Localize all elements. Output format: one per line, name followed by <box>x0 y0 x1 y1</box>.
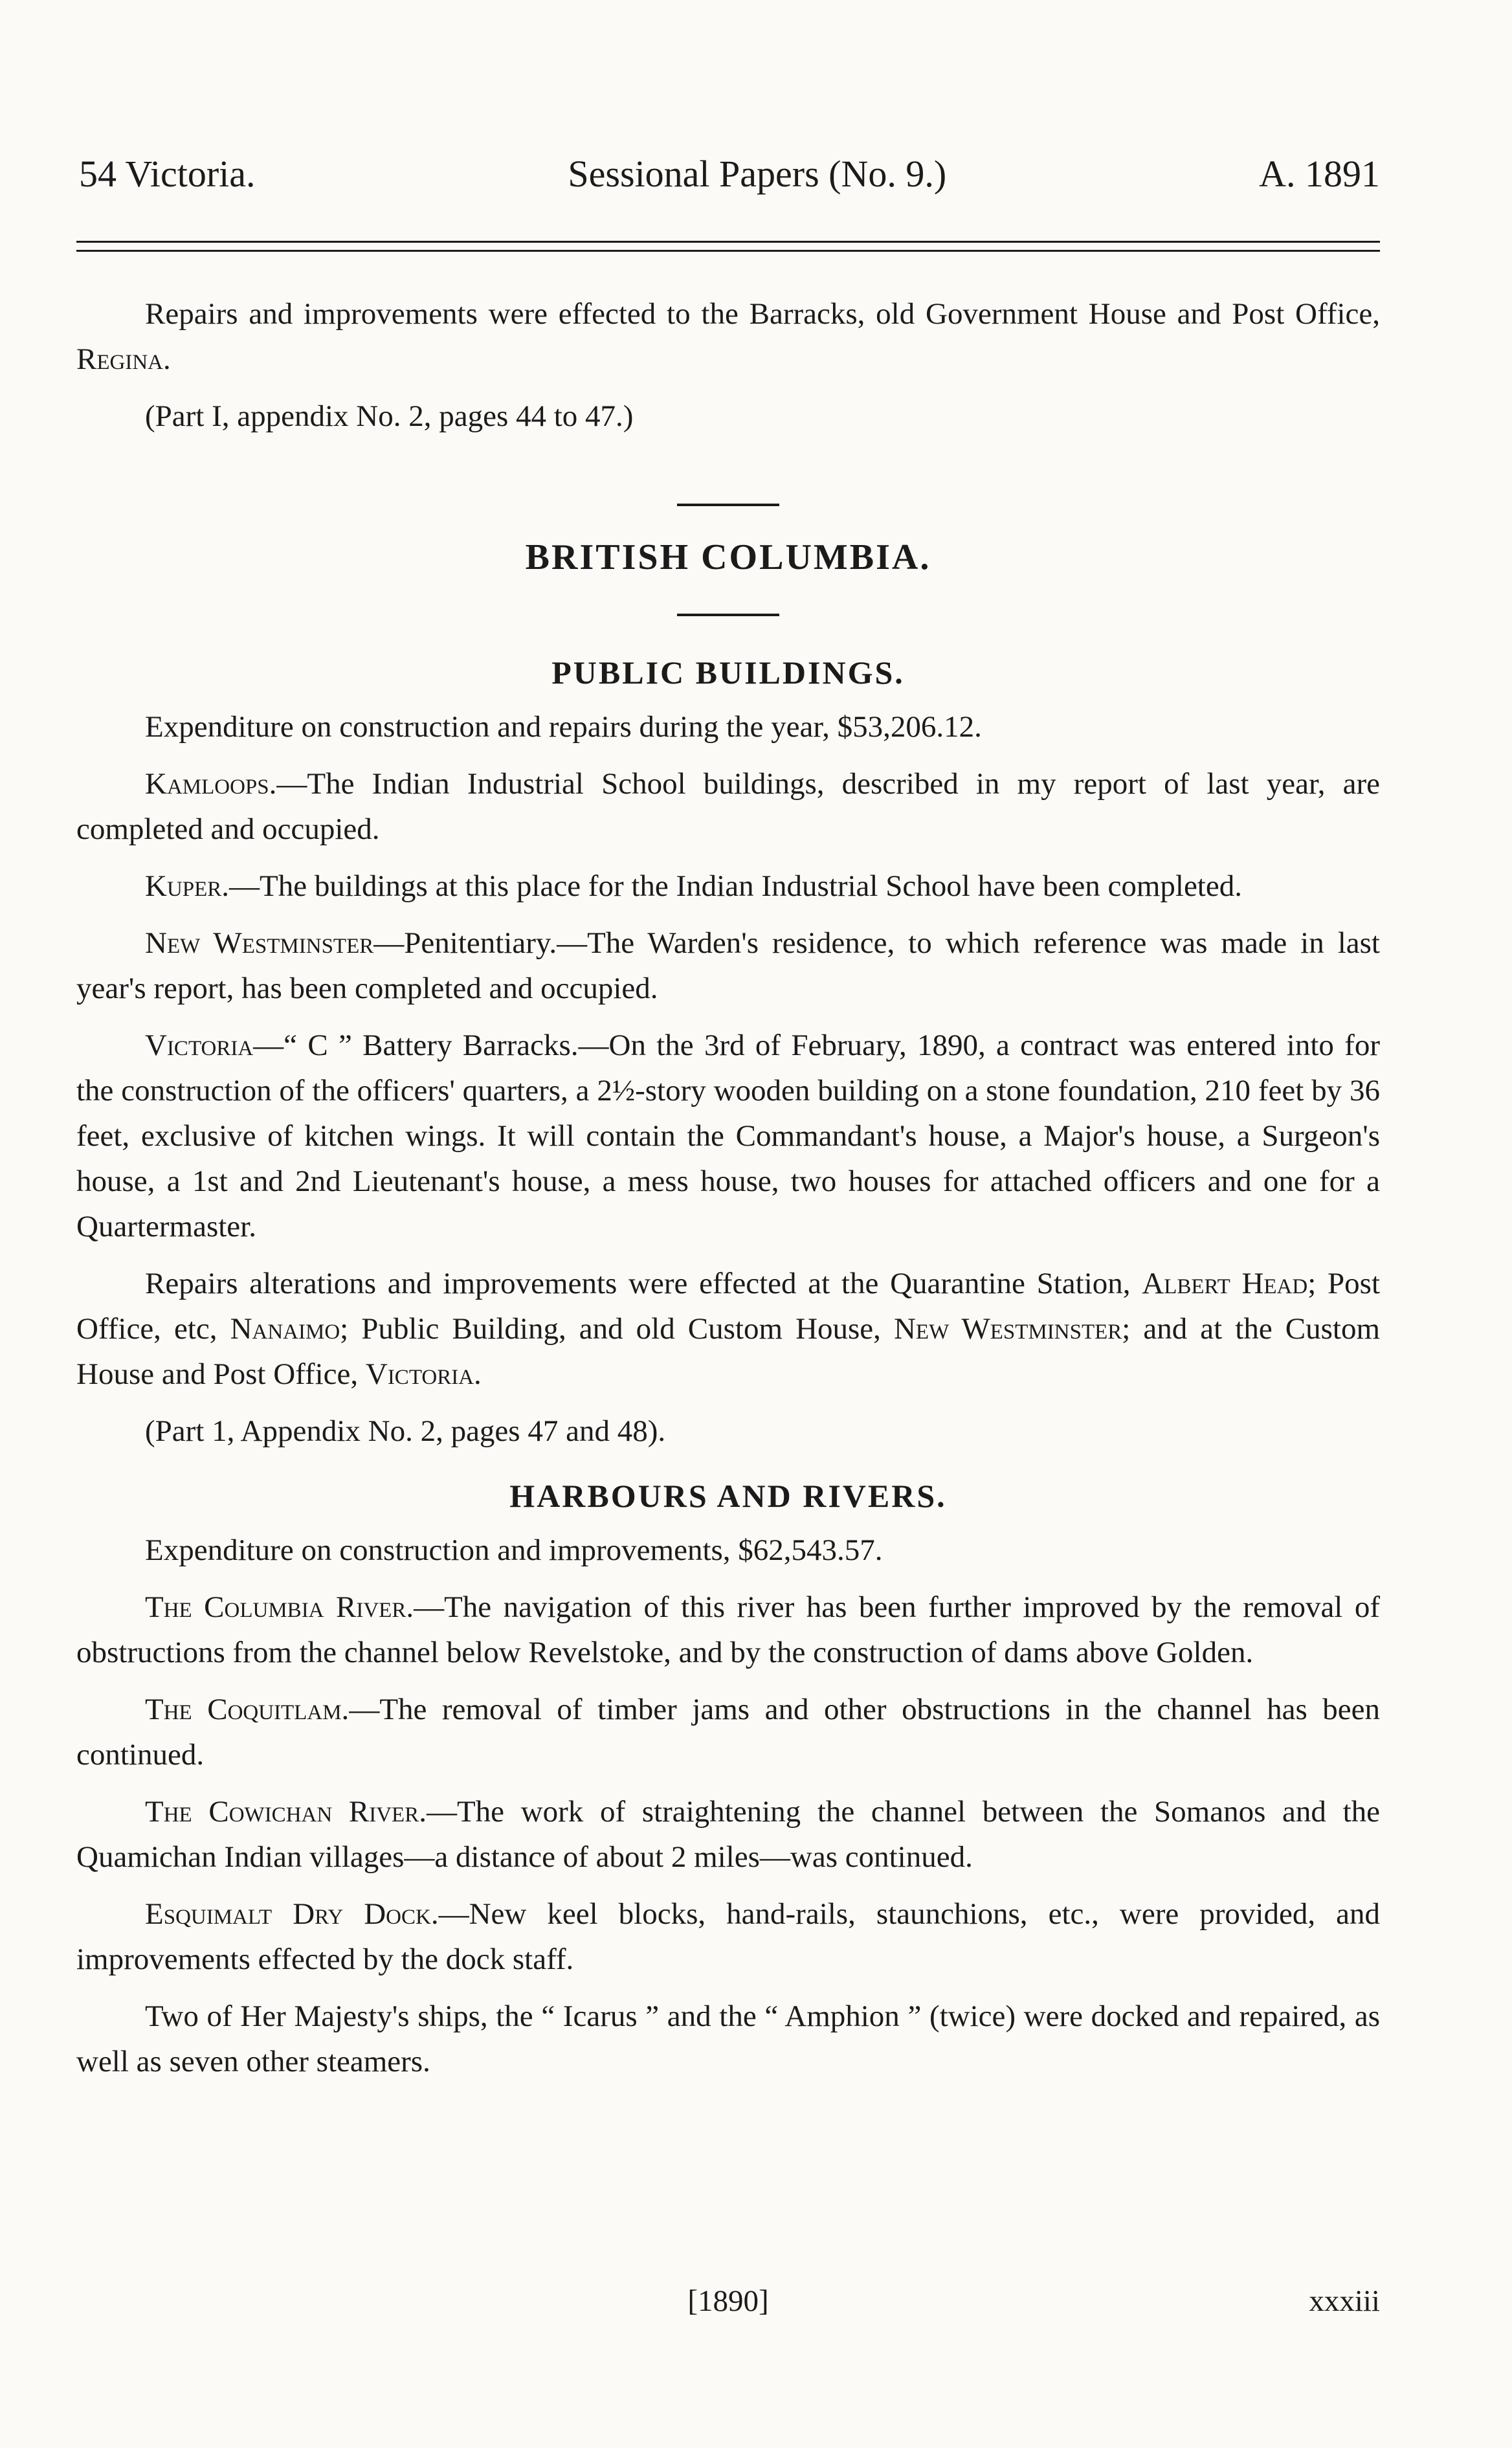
page-number: xxxiii <box>1309 2284 1380 2318</box>
paragraph-text: . <box>474 1357 482 1391</box>
expenditure-paragraph: Expenditure on construction and repairs during the year, $53,206.12. <box>145 710 982 744</box>
cowichan-river-paragraph <box>76 1789 1380 1880</box>
place-name: Kamloops. <box>145 767 277 801</box>
section-title: BRITISH COLUMBIA. <box>525 537 931 577</box>
place-name: New Westminster <box>893 1312 1122 1346</box>
paragraph-text: —New keel blocks, hand-rails, staunchions, etc., were provided, and improvements effected by the dock staff. <box>76 1897 1380 1976</box>
place-name: Esquimalt Dry Dock. <box>145 1897 439 1931</box>
section-rule <box>677 504 779 506</box>
place-name: The Cowichan River. <box>145 1795 427 1829</box>
new-westminster-paragraph <box>76 920 1380 1011</box>
paragraph-text: ; and at the Custom House and Post Office, <box>76 1312 1380 1391</box>
paragraph-text: —The navigation of this river has been further improved by the removal of obstructions from the channel below Revelstoke, and by the construction of dams above Golden. <box>76 1590 1380 1669</box>
place-name: Nanaimo <box>230 1312 340 1346</box>
regina-paragraph <box>76 291 1380 382</box>
header-year: A. 1891 <box>1259 153 1380 195</box>
place-name: Albert Head <box>1142 1267 1308 1300</box>
place-name: Victoria <box>145 1029 254 1062</box>
paragraph-text: . <box>163 342 171 376</box>
paragraph-text: ; Post Office, etc, <box>76 1267 1380 1346</box>
page-body <box>76 291 1380 2096</box>
section-rule <box>677 614 779 616</box>
running-head <box>79 155 1380 193</box>
paragraph-text: Repairs and improvements were effected to the Barracks, old Government House and Post Office, <box>145 297 1380 331</box>
public-buildings-reference: (Part 1, Appendix No. 2, pages 47 and 48). <box>145 1414 666 1448</box>
subsection-heading: PUBLIC BUILDINGS. <box>551 654 905 691</box>
header-rule-bottom <box>76 250 1380 252</box>
paragraph-text: —The buildings at this place for the Indian Industrial School have been completed. <box>229 869 1242 903</box>
place-name: The Columbia River. <box>145 1590 414 1624</box>
paragraph-text: —The Indian Industrial School buildings, described in my report of last year, are completed and occupied. <box>76 767 1380 846</box>
columbia-river-paragraph <box>76 1585 1380 1675</box>
kuper-paragraph <box>76 863 1380 909</box>
paragraph-text: —The work of straightening the channel between the Somanos and the Quamichan Indian villages—a distance of about 2 miles—was continued. <box>76 1795 1381 1874</box>
header-title: Sessional Papers (No. 9.) <box>568 153 947 195</box>
victoria-paragraph <box>76 1023 1380 1249</box>
page-footer <box>76 2278 1380 2324</box>
place-name: Regina <box>76 342 163 376</box>
paragraph-text: —“ C ” Battery Barracks.—On the 3rd of February, 1890, a contract was entered into for the construction of the officers' quarters, a 2½-story wooden building on a stone foundation, 210 feet by 36 feet, exclusive of kitchen wings. It will contain the Commandant's house, a Major's house, a Surgeon's house, a 1st and 2nd Lieutenant's house, a mess house, two houses for attached officers and one for a Quartermaster. <box>76 1029 1380 1243</box>
paragraph-text: Repairs alterations and improvements were effected at the Quarantine Station, <box>145 1267 1142 1300</box>
esquimalt-dry-dock-paragraph <box>76 1891 1380 1982</box>
ships-paragraph: Two of Her Majesty's ships, the “ Icarus ” and the “ Amphion ” (twice) were docked and repaired, as well as seven other steamers. <box>76 1999 1380 2078</box>
place-name: The Coquitlam. <box>145 1693 350 1726</box>
subsection-heading: HARBOURS AND RIVERS. <box>509 1478 947 1514</box>
signature-mark: [1890] <box>687 2284 769 2318</box>
paragraph-text: —The removal of timber jams and other obstructions in the channel has been continued. <box>76 1693 1380 1772</box>
regina-reference: (Part I, appendix No. 2, pages 44 to 47.) <box>145 399 634 433</box>
place-name: New Westminster <box>145 926 374 960</box>
coquitlam-paragraph <box>76 1687 1380 1777</box>
expenditure-paragraph: Expenditure on construction and improvements, $62,543.57. <box>145 1533 883 1567</box>
repairs-paragraph <box>76 1261 1380 1397</box>
paragraph-text: ; Public Building, and old Custom House, <box>340 1312 894 1346</box>
kamloops-paragraph <box>76 761 1380 852</box>
place-name: Victoria <box>365 1357 474 1391</box>
header-session: 54 Victoria. <box>79 153 256 195</box>
place-name: Kuper. <box>145 869 230 903</box>
paragraph-text: —Penitentiary.—The Warden's residence, to which reference was made in last year's report, has been completed and occupied. <box>76 926 1380 1005</box>
header-rule-top <box>76 241 1380 243</box>
